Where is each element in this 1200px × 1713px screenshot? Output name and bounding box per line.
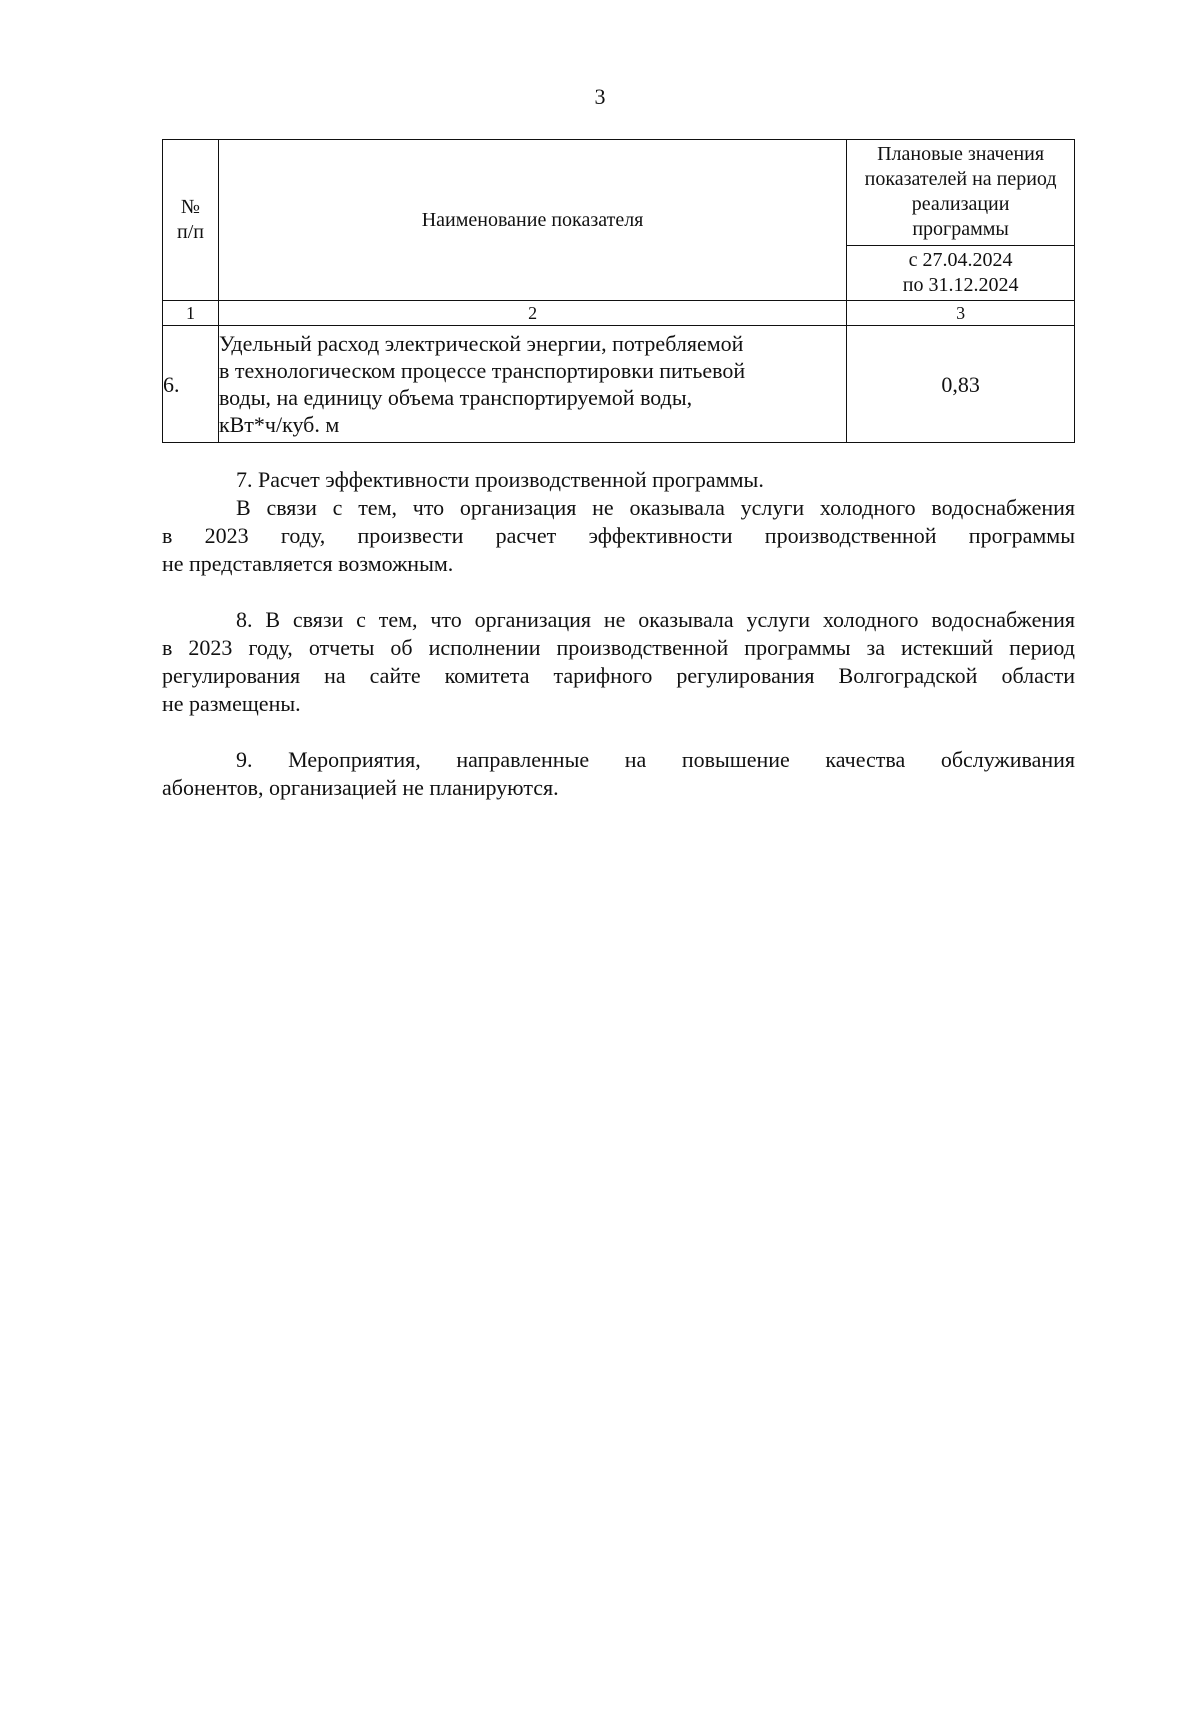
row-name-line: Удельный расход электрической энергии, потребляемой — [218, 331, 744, 356]
section-8-paragraph — [162, 606, 1075, 718]
paragraph-line: 9. Мероприятия, направленные на повышение качества обслуживания — [236, 747, 1075, 772]
section-9-paragraph — [162, 746, 1075, 802]
header-planned-line: программы — [912, 218, 1009, 241]
header-period-end: по 31.12.2024 — [902, 273, 1019, 296]
row-name-line: в технологическом процессе транспортировки питьевой — [218, 358, 746, 383]
section-7-heading-text: 7. Расчет эффективности производственной программы. — [236, 467, 764, 492]
row-number: 6. — [163, 326, 219, 443]
header-number-sign: № — [180, 196, 201, 218]
header-period — [847, 245, 1075, 300]
header-planned-line: показателей на период — [864, 168, 1057, 191]
section-7-paragraph — [162, 494, 1075, 578]
paragraph-line: не представляется возможным. — [162, 551, 454, 576]
row-name-line: кВт*ч/куб. м — [218, 412, 340, 437]
header-period-start: с 27.04.2024 — [908, 248, 1013, 271]
row-indicator-name — [218, 326, 846, 443]
header-planned-line: Плановые значения — [877, 143, 1045, 166]
paragraph-line: в 2023 году, отчеты об исполнении производственной программы за истекший период — [162, 635, 1075, 660]
row-name-line: воды, на единицу объема транспортируемой воды, — [218, 385, 693, 410]
row-planned-value: 0,83 — [847, 326, 1075, 443]
header-number-abbr: п/п — [176, 221, 204, 243]
section-7-heading — [162, 466, 1075, 494]
header-number — [163, 140, 219, 301]
table-header-row — [163, 140, 1075, 246]
column-number-2: 2 — [218, 301, 846, 326]
column-number-1: 1 — [163, 301, 219, 326]
paragraph-line: 8. В связи с тем, что организация не оказывала услуги холодного водоснабжения — [236, 607, 1075, 632]
column-number-3: 3 — [847, 301, 1075, 326]
paragraph-line: регулирования на сайте комитета тарифного регулирования Волгоградской области — [162, 663, 1075, 688]
table-column-numbers-row — [163, 301, 1075, 326]
paragraph-line: абонентов, организацией не планируются. — [162, 775, 559, 800]
page-number: 3 — [594, 84, 606, 109]
indicators-table — [162, 139, 1075, 443]
header-planned-line: реализации — [911, 193, 1010, 216]
table-row — [163, 326, 1075, 443]
header-planned-values — [847, 140, 1075, 246]
paragraph-line: в 2023 году, произвести расчет эффективности производственной программы — [162, 523, 1075, 548]
header-indicator-name: Наименование показателя — [218, 140, 846, 301]
paragraph-line: В связи с тем, что организация не оказывала услуги холодного водоснабжения — [236, 495, 1075, 520]
paragraph-line: не размещены. — [162, 691, 301, 716]
